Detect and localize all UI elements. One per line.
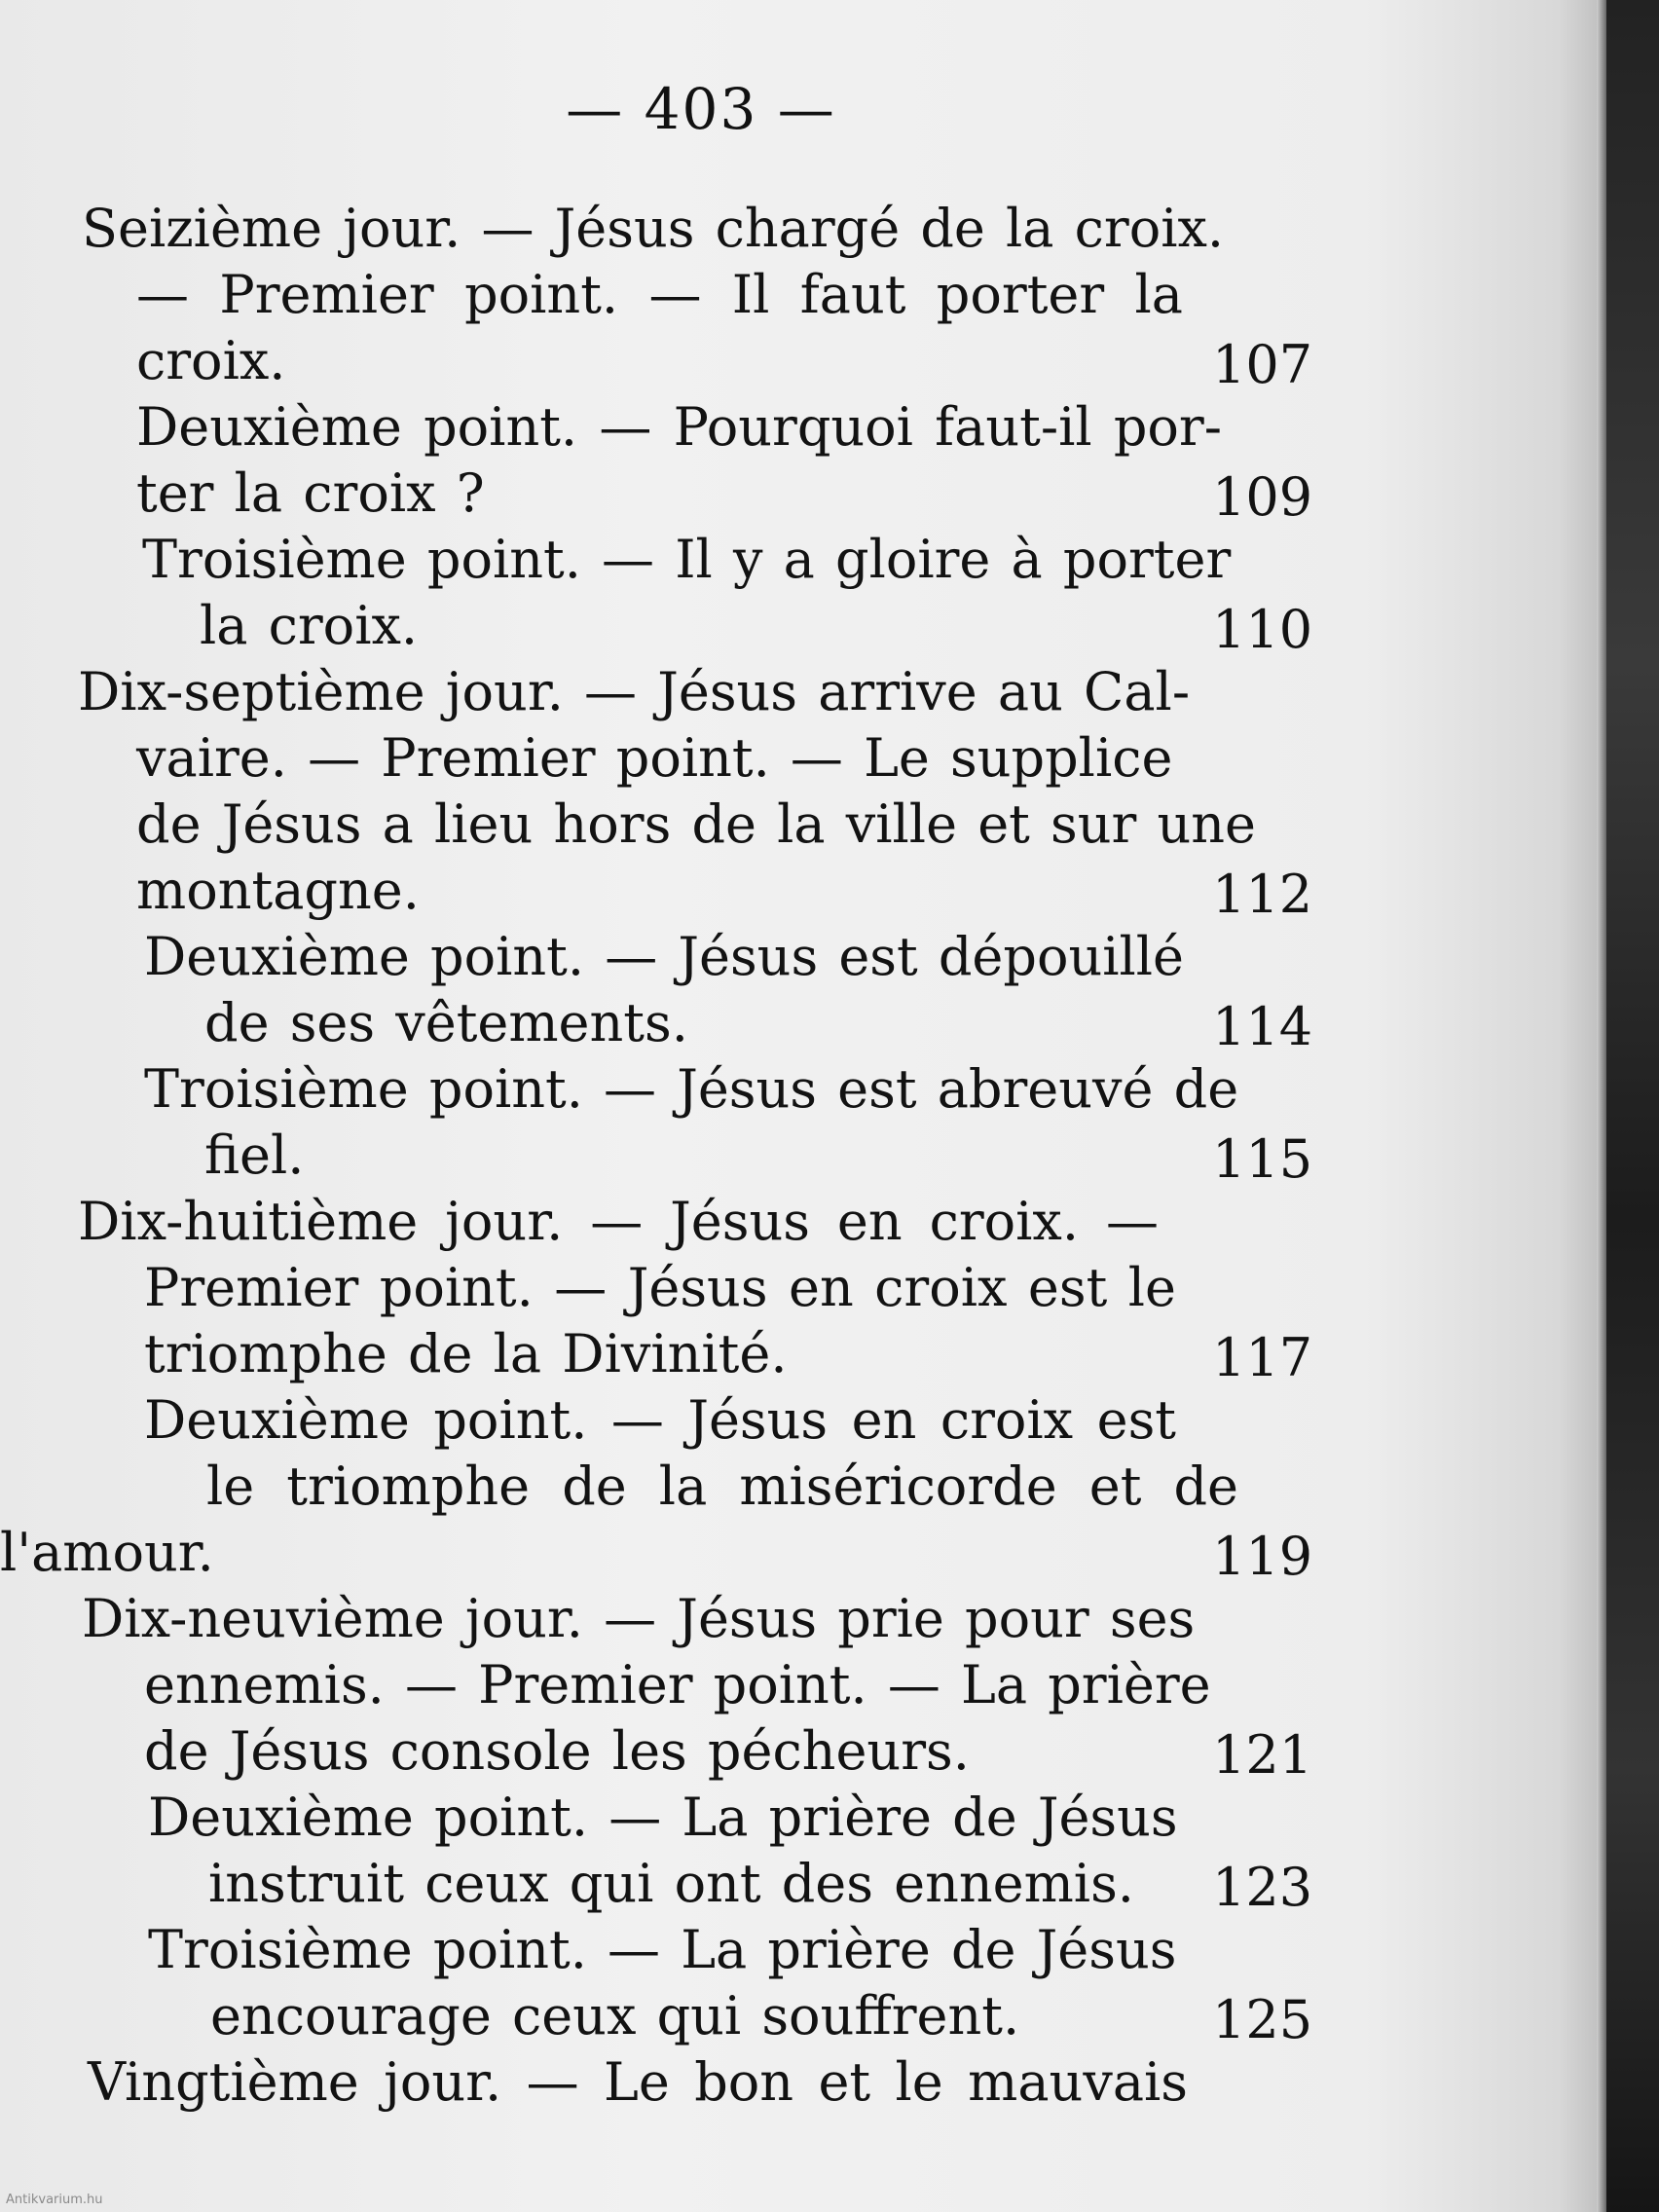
toc-entry-line: la croix. [200, 595, 419, 656]
toc-entry-line: encourage ceux qui souffrent. [210, 1985, 1020, 2046]
toc-page-number: 125 [1212, 1989, 1313, 2050]
toc-page-number: 115 [1212, 1128, 1313, 1190]
toc-entry-line: instruit ceux qui ont des ennemis. [208, 1853, 1134, 1914]
toc-entry-line: de ses vêtements. [204, 992, 688, 1053]
toc-page-number: 114 [1212, 996, 1313, 1057]
toc-entry-line: ennemis. — Premier point. — La prière [144, 1654, 1211, 1715]
toc-page-number: 117 [1212, 1327, 1313, 1388]
toc-entry-line: Vingtième jour. — Le bon et le mauvais [88, 2051, 1188, 2113]
toc-entry-line: Dix-huitième jour. — Jésus en croix. — [78, 1191, 1159, 1252]
adjacent-page-bleed [1606, 0, 1659, 2212]
toc-entry-line: l'amour. [0, 1522, 214, 1583]
toc-entry-line: Seizième jour. — Jésus chargé de la croix. [82, 198, 1225, 259]
toc-entry-line: fiel. [204, 1124, 305, 1186]
toc-entry-line: — Premier point. — Il faut porter la [136, 264, 1183, 325]
toc-entry-line: Dix-neuvième jour. — Jésus prie pour ses [82, 1588, 1196, 1649]
toc-entry-line: le triomphe de la miséricorde et de [206, 1456, 1238, 1517]
toc-entry-line: ter la croix ? [136, 462, 485, 524]
toc-entry-line: croix. [136, 330, 286, 391]
toc-entry-line: Troisième point. — Jésus est abreuvé de [144, 1058, 1239, 1120]
toc-entry-line: Troisième point. — Il y a gloire à porter [142, 529, 1232, 590]
toc-entry-line: de Jésus a lieu hors de la ville et sur une [136, 793, 1257, 855]
toc-entry-line: Dix-septième jour. — Jésus arrive au Cal- [78, 661, 1191, 722]
toc-page-number: 123 [1212, 1857, 1313, 1918]
toc-entry-line: Deuxième point. — Pourquoi faut-il por- [136, 396, 1222, 458]
page-number: — 403 — [566, 76, 836, 142]
toc-page-number: 107 [1212, 334, 1313, 395]
toc-entry-line: Troisième point. — La prière de Jésus [148, 1919, 1177, 1980]
toc-entry-line: montagne. [136, 860, 420, 921]
toc-entry-line: Premier point. — Jésus en croix est le [144, 1257, 1176, 1318]
toc-page-number: 112 [1212, 864, 1313, 925]
toc-page-number: 119 [1212, 1526, 1313, 1587]
toc-page-number: 121 [1212, 1724, 1313, 1786]
toc-entry-line: Deuxième point. — Jésus est dépouillé [144, 926, 1185, 987]
toc-entry-line: de Jésus console les pécheurs. [144, 1720, 970, 1782]
toc-page-number: 109 [1212, 466, 1313, 528]
toc-entry-line: triomphe de la Divinité. [144, 1323, 788, 1384]
watermark: Antikvarium.hu [6, 2193, 103, 2207]
toc-entry-line: Deuxième point. — Jésus en croix est [144, 1389, 1176, 1451]
toc-page-number: 110 [1212, 599, 1313, 660]
toc-entry-line: vaire. — Premier point. — Le supplice [136, 727, 1173, 789]
toc-entry-line: Deuxième point. — La prière de Jésus [148, 1787, 1178, 1848]
